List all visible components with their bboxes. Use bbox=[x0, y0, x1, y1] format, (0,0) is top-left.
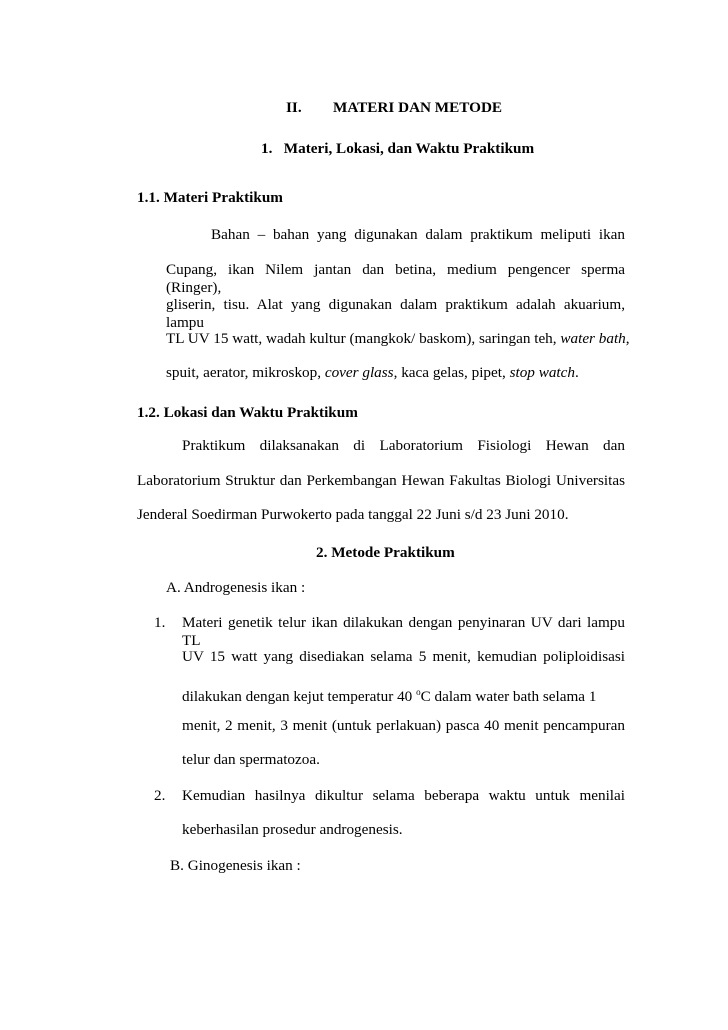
text-fragment: TL UV 15 watt, wadah kultur (mangkok/ baskom), saringan teh, bbox=[166, 330, 557, 347]
section-1-heading: 1. Materi, Lokasi, dan Waktu Praktikum bbox=[261, 140, 535, 157]
text-fragment bbox=[182, 683, 596, 706]
subsection-1-1-heading: 1.1. Materi Praktikum bbox=[137, 189, 283, 206]
chapter-number: II. bbox=[286, 99, 302, 116]
paragraph-line: Cupang, ikan Nilem jantan dan betina, medium pengencer sperma (Ringer), bbox=[166, 261, 625, 296]
list-item-line: telur dan spermatozoa. bbox=[182, 751, 320, 768]
text-fragment: , bbox=[625, 330, 630, 347]
italic-term: stop watch bbox=[509, 364, 575, 381]
paragraph-line: gliserin, tisu. Alat yang digunakan dalam praktikum adalah akuarium, lampu bbox=[166, 296, 625, 331]
part-b-heading: B. Ginogenesis ikan : bbox=[170, 857, 301, 874]
text-fragment: . bbox=[574, 364, 579, 381]
list-item-line: menit, 2 menit, 3 menit (untuk perlakuan) pasca 40 menit pencampuran bbox=[182, 717, 625, 734]
list-item-line bbox=[182, 683, 625, 706]
list-item-line: keberhasilan prosedur androgenesis. bbox=[182, 821, 403, 838]
degree-superscript: o bbox=[416, 687, 421, 697]
paragraph-line: Bahan – bahan yang digunakan dalam praktikum meliputi ikan bbox=[211, 226, 625, 243]
list-number: 1. bbox=[154, 614, 166, 631]
paragraph-line: Laboratorium Struktur dan Perkembangan Hewan Fakultas Biologi Universitas bbox=[137, 472, 625, 489]
italic-term: water bath bbox=[560, 330, 626, 347]
paragraph-line: Jenderal Soedirman Purwokerto pada tanggal 22 Juni s/d 23 Juni 2010. bbox=[137, 506, 569, 523]
subsection-1-2-heading: 1.2. Lokasi dan Waktu Praktikum bbox=[137, 404, 358, 421]
italic-term: cover glass bbox=[324, 364, 394, 381]
list-item-line: UV 15 watt yang disediakan selama 5 menit, kemudian poliploidisasi bbox=[182, 648, 625, 665]
text-fragment: , kaca gelas, pipet, bbox=[393, 364, 506, 381]
list-item-line: Materi genetik telur ikan dilakukan dengan penyinaran UV dari lampu TL bbox=[182, 614, 625, 649]
part-a-heading: A. Androgenesis ikan : bbox=[166, 579, 306, 596]
text-fragment: spuit, aerator, mikroskop, bbox=[166, 364, 322, 381]
list-item-line: Kemudian hasilnya dikultur selama beberapa waktu untuk menilai bbox=[182, 787, 625, 804]
list-number: 2. bbox=[154, 787, 166, 804]
section-2-heading: 2. Metode Praktikum bbox=[316, 544, 455, 561]
paragraph-line: Praktikum dilaksanakan di Laboratorium Fisiologi Hewan dan bbox=[182, 437, 625, 454]
text-fragment: C dalam water bath selama 1 bbox=[420, 688, 597, 706]
paragraph-line bbox=[166, 364, 579, 382]
chapter-title: MATERI DAN METODE bbox=[333, 99, 503, 116]
text-fragment: dilakukan dengan kejut temperatur 40 bbox=[182, 688, 413, 706]
paragraph-line bbox=[166, 330, 630, 348]
